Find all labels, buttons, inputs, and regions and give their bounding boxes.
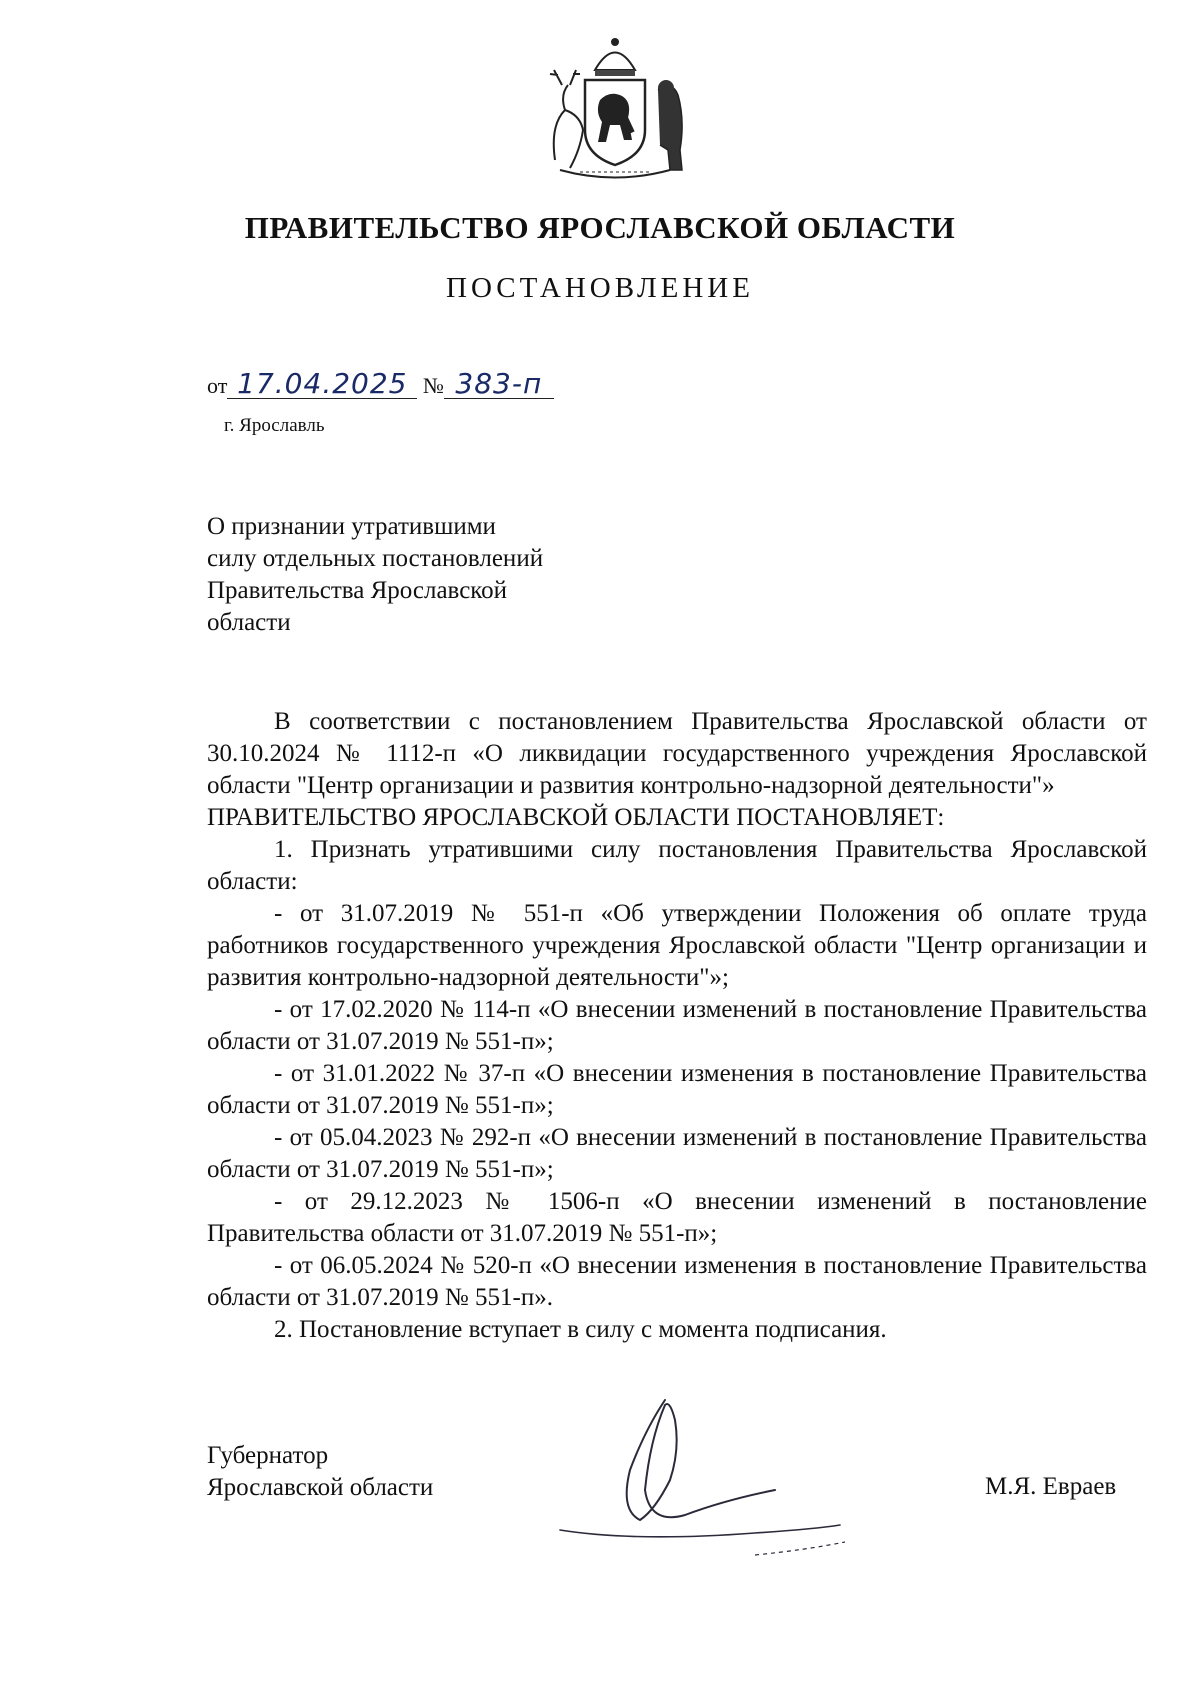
subject-line: Правительства Ярославской bbox=[207, 577, 508, 604]
number-field: 383-п bbox=[444, 370, 554, 399]
subject-line: области bbox=[207, 609, 291, 636]
item-2: 2. Постановление вступает в силу с момента подписания. bbox=[274, 1316, 887, 1343]
document-subject bbox=[207, 511, 543, 639]
repealed-act: - от 29.12.2023 № 1506-п «О внесении изменений в постановление Правительства области от 31.07.2019 № 551-п»; bbox=[207, 1188, 1147, 1247]
handwritten-signature-icon bbox=[555, 1380, 925, 1560]
date-label: от bbox=[207, 373, 228, 398]
number-label: № bbox=[422, 373, 444, 398]
document-type: ПОСТАНОВЛЕНИЕ bbox=[446, 272, 754, 304]
preamble: В соответствии с постановлением Правительства Ярославской области от 30.10.2024 № 1112-п «О ликвидации государственного учреждения Ярославской области "Центр организации и развития контрольно-надзорной деятельности"» bbox=[207, 708, 1147, 799]
repealed-act: - от 06.05.2024 № 520-п «О внесении изменения в постановление Правительства области от 31.07.2019 № 551-п». bbox=[207, 1252, 1147, 1311]
repealed-act: - от 05.04.2023 № 292-п «О внесении изменений в постановление Правительства области от 31.07.2019 № 551-п»; bbox=[207, 1124, 1147, 1183]
subject-line: О признании утратившими bbox=[207, 513, 496, 540]
subject-line: силу отдельных постановлений bbox=[207, 545, 544, 572]
repealed-act: - от 31.07.2019 № 551-п «Об утверждении Положения об оплате труда работников государственного учреждения Ярославской области "Центр организации и развития контрольно-надзорной деятельности"»; bbox=[207, 900, 1147, 991]
signatory-title-line: Ярославской области bbox=[207, 1474, 434, 1501]
item-1: 1. Признать утратившими силу постановления Правительства Ярославской области: bbox=[207, 836, 1147, 895]
signatory-title bbox=[207, 1440, 433, 1504]
coat-of-arms-icon bbox=[540, 30, 690, 180]
document-body bbox=[207, 706, 1147, 1346]
resolution-statement: ПРАВИТЕЛЬСТВО ЯРОСЛАВСКОЙ ОБЛАСТИ ПОСТАНОВЛЯЕТ: bbox=[207, 804, 945, 831]
document-meta bbox=[207, 367, 554, 400]
repealed-act: - от 31.01.2022 № 37-п «О внесении изменения в постановление Правительства области от 31.07.2019 № 551-п»; bbox=[207, 1060, 1147, 1119]
date-field: 17.04.2025 bbox=[227, 370, 417, 399]
city: г. Ярославль bbox=[224, 415, 325, 436]
signatory-title-line: Губернатор bbox=[207, 1442, 329, 1469]
organization-title: ПРАВИТЕЛЬСТВО ЯРОСЛАВСКОЙ ОБЛАСТИ bbox=[244, 210, 956, 245]
repealed-act: - от 17.02.2020 № 114-п «О внесении изменений в постановление Правительства области от 31.07.2019 № 551-п»; bbox=[207, 996, 1147, 1055]
signatory-name: М.Я. Евраев bbox=[985, 1473, 1117, 1500]
